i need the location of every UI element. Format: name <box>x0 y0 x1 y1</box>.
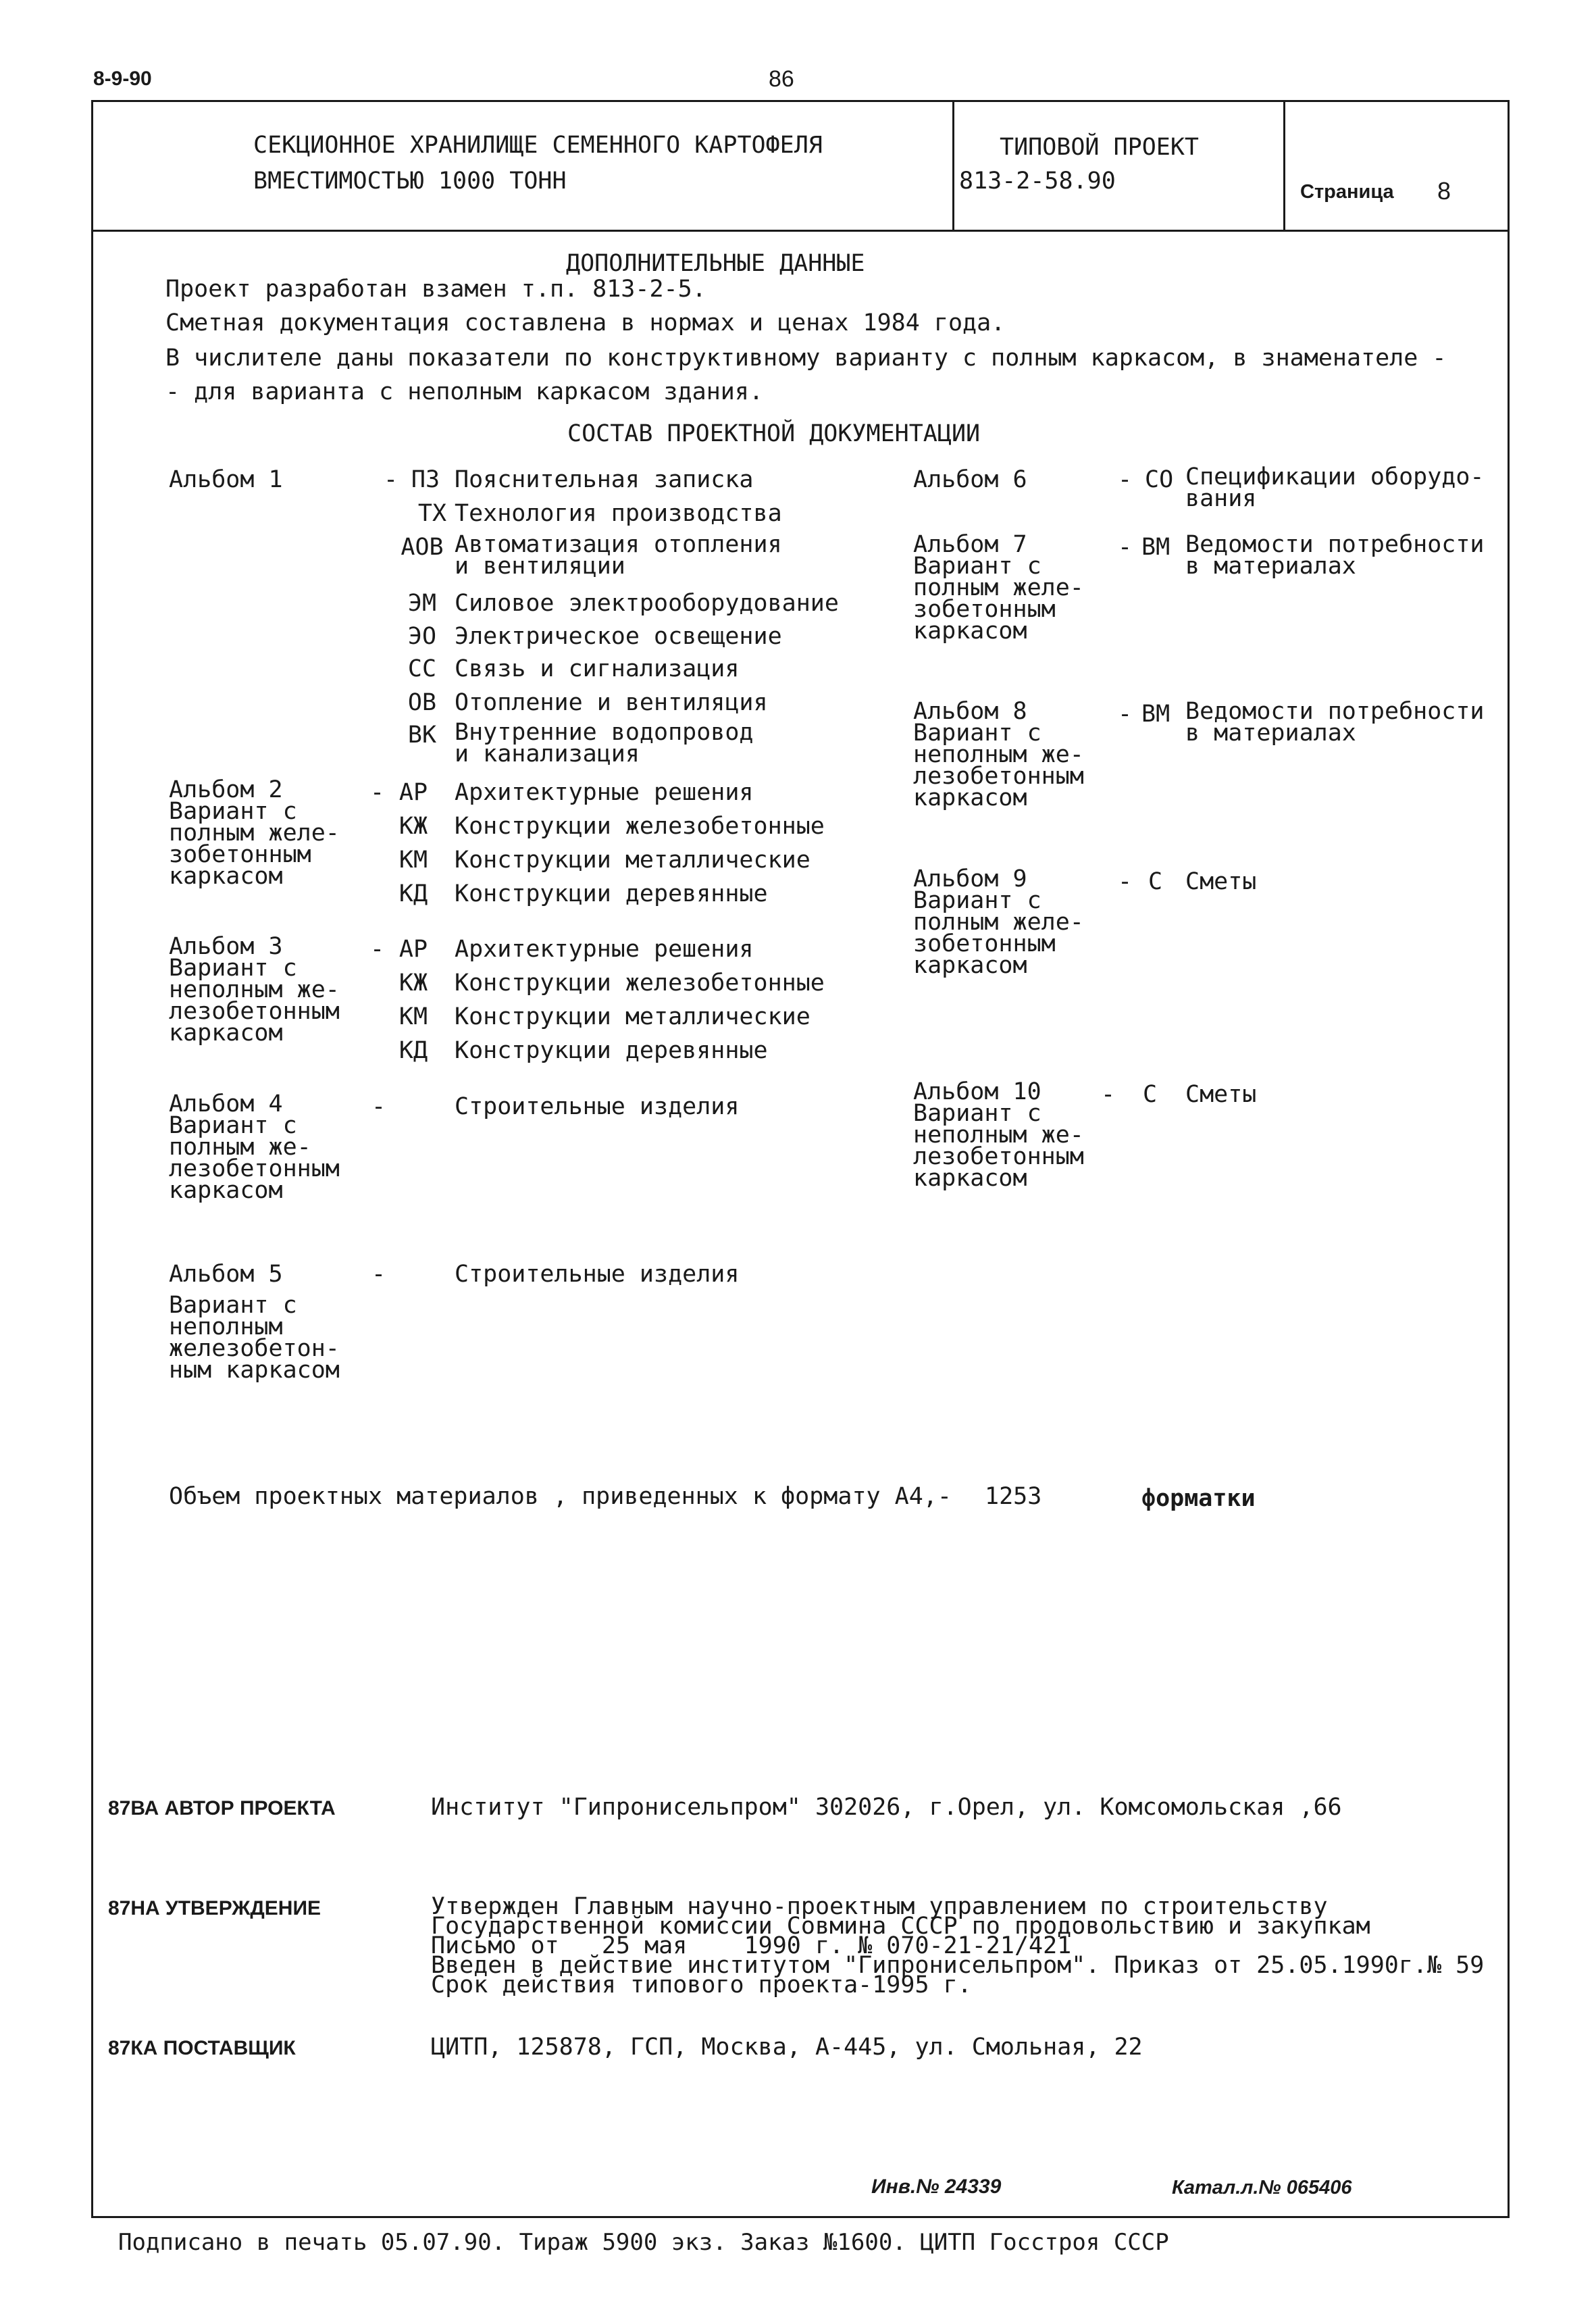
album-7-dash: - <box>1118 534 1133 561</box>
album-4-dash: - <box>371 1093 386 1120</box>
album-3-code-km: КМ <box>398 1003 428 1030</box>
album-3-title-kd: Конструкции деревянные <box>455 1037 768 1064</box>
album-10-dash: - <box>1101 1081 1116 1108</box>
title-block-separator-2 <box>1283 100 1285 231</box>
album-2-code-ar: АР <box>398 779 428 806</box>
album-10-name: Альбом 10 Вариант с неполным же- лезобетонным каркасом <box>913 1078 1084 1192</box>
album-5-title: Строительные изделия <box>455 1261 740 1288</box>
album-2-name: Альбом 2 Вариант с полным желе- зобетонным каркасом <box>169 776 340 890</box>
album-1-code-pz: ПЗ <box>411 466 440 493</box>
additional-line-4: - для варианта с неполным каркасом здания. <box>165 378 764 405</box>
album-7-code: ВМ <box>1141 534 1170 561</box>
album-2-code-kzh: КЖ <box>398 813 428 840</box>
album-9-name: Альбом 9 Вариант с полным желе- зобетонным каркасом <box>913 865 1084 979</box>
album-1-code-em: ЭМ <box>407 590 437 617</box>
album-2-title-kd: Конструкции деревянные <box>455 880 768 907</box>
document-reference: 8-9-90 <box>93 68 152 90</box>
album-8-code: ВМ <box>1141 701 1170 728</box>
additional-data-heading: ДОПОЛНИТЕЛЬНЫЕ ДАННЫЕ <box>566 250 865 277</box>
album-1-code-tkh: ТХ <box>417 500 447 527</box>
project-label: ТИПОВОЙ ПРОЕКТ <box>1000 134 1200 161</box>
album-1-code-eo: ЭО <box>407 623 437 650</box>
catalog-number: Катал.л.№ 065406 <box>1172 2177 1352 2198</box>
album-2-code-kd: КД <box>398 880 428 907</box>
title-block-divider <box>91 230 1510 232</box>
album-9-dash: - <box>1118 868 1133 895</box>
album-8-name: Альбом 8 Вариант с неполным же- лезобетонным каркасом <box>913 698 1084 811</box>
supplier-text: ЦИТП, 125878, ГСП, Москва, А-445, ул. Смольная, 22 <box>431 2034 1143 2061</box>
inventory-number: Инв.№ 24339 <box>871 2175 1002 2198</box>
document-title-line2: ВМЕСТИМОСТЬЮ 1000 ТОНН <box>253 168 567 195</box>
composition-heading: СОСТАВ ПРОЕКТНОЙ ДОКУМЕНТАЦИИ <box>567 420 981 447</box>
album-9-code: С <box>1148 868 1163 895</box>
album-3-code-kzh: КЖ <box>398 970 428 997</box>
album-3-title-ar: Архитектурные решения <box>455 936 754 963</box>
album-10-code: С <box>1143 1081 1158 1108</box>
approval-code: 87НА УТВЕРЖДЕНИЕ <box>108 1897 321 1919</box>
title-block-separator-1 <box>952 100 954 231</box>
album-1-code-vk: ВК <box>407 722 437 749</box>
album-2-title-ar: Архитектурные решения <box>455 779 754 806</box>
album-4-title: Строительные изделия <box>455 1093 740 1120</box>
sheet-label: Страница <box>1300 181 1394 203</box>
album-1-code-ov: ОВ <box>407 689 437 716</box>
album-3-name: Альбом 3 Вариант с неполным же- лезобетонным каркасом <box>169 933 340 1047</box>
print-line: Подписано в печать 05.07.90. Тираж 5900 экз. Заказ №1600. ЦИТП Госстроя СССР <box>118 2229 1169 2256</box>
album-2-title-km: Конструкции металлические <box>455 847 810 874</box>
project-number: 813-2-58.90 <box>959 168 1116 195</box>
album-2-code-km: КМ <box>398 847 428 874</box>
volume-value: 1253 <box>985 1483 1042 1510</box>
album-1-code-aov: АОВ <box>401 534 444 561</box>
document-title-line1: СЕКЦИОННОЕ ХРАНИЛИЩЕ СЕМЕННОГО КАРТОФЕЛЯ <box>253 132 823 159</box>
album-3-code-ar: АР <box>398 936 428 963</box>
album-1-dash: - <box>384 466 398 493</box>
album-6-code: СО <box>1145 466 1174 493</box>
album-5-variant: Вариант с неполным железобетон- ным каркасом <box>169 1292 340 1384</box>
supplier-code: 87КА ПОСТАВЩИК <box>108 2037 296 2059</box>
album-5-name: Альбом 5 <box>169 1261 283 1288</box>
album-3-code-kd: КД <box>398 1037 428 1064</box>
album-1-title-tkh: Технология производства <box>455 500 782 527</box>
album-6-dash: - <box>1118 466 1133 493</box>
album-7-name: Альбом 7 Вариант с полным желе- зобетонным каркасом <box>913 531 1084 645</box>
volume-text: Объем проектных материалов , приведенных к формату А4,- <box>169 1483 952 1510</box>
album-1-title-ss: Связь и сигнализация <box>455 655 740 682</box>
approval-text: Утвержден Главным научно-проектным управлением по строительству Государственной комиссии Совмина СССР по продовольствию и закупкам Письмо от 25 мая 1990 г. № 070-21-21/421 Введен в действие институтом "Гипронисельпром". Приказ от 25.05.1990г.№ 59 Срок действия типового проекта-1995 г. <box>431 1893 1485 1998</box>
album-1-title-pz: Пояснительная записка <box>455 466 754 493</box>
album-2-dash: - <box>370 779 385 806</box>
album-4-name: Альбом 4 Вариант с полным же- лезобетонным каркасом <box>169 1090 340 1204</box>
album-3-dash: - <box>370 936 385 963</box>
album-1-code-ss: СС <box>407 655 437 682</box>
album-7-title: Ведомости потребности в материалах <box>1185 531 1485 580</box>
album-8-title: Ведомости потребности в материалах <box>1185 698 1485 747</box>
author-text: Институт "Гипронисельпром" 302026, г.Орел, ул. Комсомольская ,66 <box>431 1794 1342 1821</box>
album-1-title-aov: Автоматизация отопления и вентиляции <box>455 531 782 580</box>
album-2-title-kzh: Конструкции железобетонные <box>455 813 825 840</box>
album-8-dash: - <box>1118 701 1133 728</box>
additional-line-3: В числителе даны показатели по конструктивному варианту с полным каркасом, в знаменателе - <box>165 345 1447 372</box>
page-number: 86 <box>769 66 794 92</box>
album-1-name: Альбом 1 <box>169 466 283 493</box>
album-6-name: Альбом 6 <box>913 466 1027 493</box>
album-1-title-em: Силовое электрооборудование <box>455 590 839 617</box>
album-3-title-km: Конструкции металлические <box>455 1003 810 1030</box>
album-1-title-eo: Электрическое освещение <box>455 623 782 650</box>
album-1-title-ov: Отопление и вентиляция <box>455 689 768 716</box>
author-code: 87ВА АВТОР ПРОЕКТА <box>108 1797 336 1819</box>
album-6-title: Спецификации оборудо- вания <box>1185 463 1485 512</box>
album-10-title: Сметы <box>1185 1081 1257 1108</box>
album-1-title-vk: Внутренние водопровод и канализация <box>455 719 754 768</box>
album-9-title: Сметы <box>1185 868 1257 895</box>
additional-line-1: Проект разработан взамен т.п. 813-2-5. <box>165 276 706 303</box>
sheet-number: 8 <box>1437 177 1451 205</box>
album-5-dash: - <box>371 1261 386 1288</box>
album-3-title-kzh: Конструкции железобетонные <box>455 970 825 997</box>
additional-line-2: Сметная документация составлена в нормах и ценах 1984 года. <box>165 309 1006 336</box>
volume-unit: форматки <box>1141 1485 1256 1512</box>
